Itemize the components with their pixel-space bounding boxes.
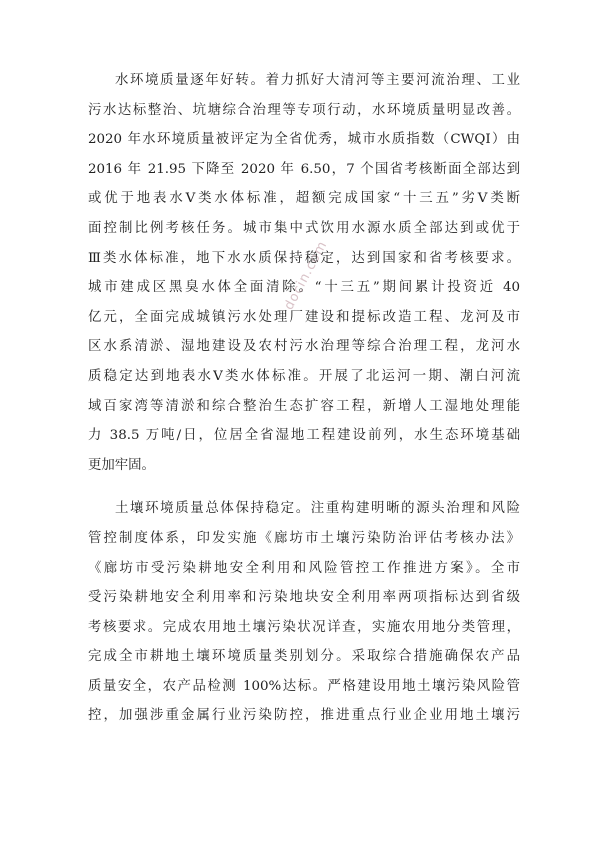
text-line: 力 38.5 万吨/日，位居全省湿地工程建设前列，水生态环境基础	[88, 428, 520, 444]
text-line: 污水达标整治、坑塘综合治理等专项行动，水环境质量明显改善。	[88, 102, 520, 118]
text-line: Ⅲ类水体标准，地下水水质保持稳定，达到国家和省考核要求。	[88, 250, 520, 266]
text-line: 受污染耕地安全利用率和污染地块安全利用率两项指标达到省级	[88, 590, 520, 606]
text-line: 区水系清淤、湿地建设及农村污水治理等综合治理工程，龙河水	[88, 339, 520, 355]
text-line: 完成全市耕地土壤环境质量类别划分。采取综合措施确保农产品	[88, 649, 520, 665]
text-line: 或优于地表水Ⅴ类水体标准，超额完成国家“十三五”劣Ⅴ类断	[88, 191, 520, 207]
text-line: 质稳定达到地表水Ⅴ类水体标准。开展了北运河一期、潮白河流	[88, 368, 520, 384]
text-line: 土壤环境质量总体保持稳定。注重构建明晰的源头治理和风险	[115, 501, 520, 517]
text-line: 《廊坊市受污染耕地安全利用和风险管控工作推进方案》。全市	[88, 560, 520, 576]
text-line: 面控制比例考核任务。城市集中式饮用水源水质全部达到或优于	[88, 220, 520, 236]
text-line: 亿元，全面完成城镇污水处理厂建设和提标改造工程、龙河及市	[88, 309, 520, 325]
document-body	[88, 66, 520, 731]
paragraph-water-environment	[88, 66, 520, 480]
text-line: 更加牢固。	[88, 457, 155, 473]
paragraph-soil-environment	[88, 494, 520, 731]
text-line: 水环境质量逐年好转。着力抓好大清河等主要河流治理、工业	[115, 73, 520, 88]
text-line: 管控制度体系，印发实施《廊坊市土壤污染防治评估考核办法》	[88, 530, 520, 546]
text-line: 2020 年水环境质量被评定为全省优秀，城市水质指数（CWQI）由	[88, 132, 520, 148]
text-line: 2016 年 21.95 下降至 2020 年 6.50，7 个国省考核断面全部达到	[88, 161, 520, 177]
text-line: 控，加强涉重金属行业污染防控，推进重点行业企业用地土壤污	[88, 708, 520, 724]
text-line: 质量安全，农产品检测 100%达标。严格建设用地土壤污染风险管	[88, 678, 520, 694]
watermark: docin.com	[281, 238, 331, 313]
text-line: 考核要求。完成农用地土壤污染状况详查，实施农用地分类管理，	[88, 619, 520, 635]
text-line: 域百家湾等清淤和综合整治生态扩容工程，新增人工湿地处理能	[88, 398, 520, 414]
text-line: 城市建成区黑臭水体全面清除。“十三五”期间累计投资近 40	[88, 280, 520, 296]
paragraph-spacer	[88, 480, 520, 494]
